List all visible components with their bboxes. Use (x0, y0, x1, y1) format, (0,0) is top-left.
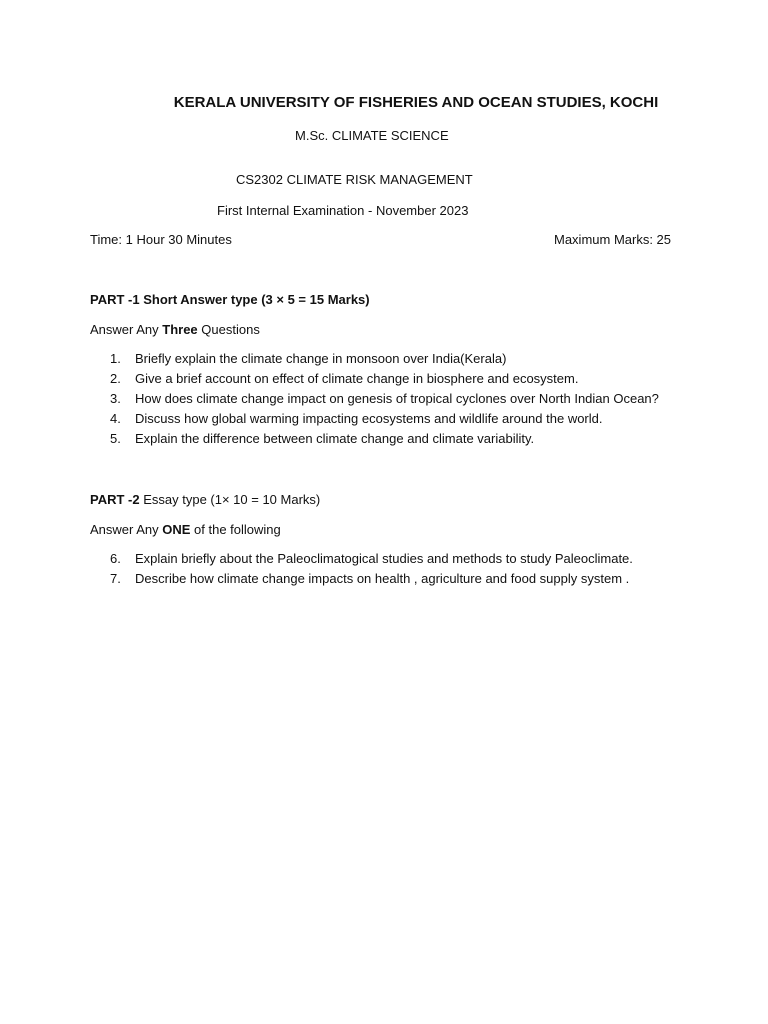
question-item (110, 549, 633, 569)
question-number: 1. (110, 351, 121, 366)
time-label: Time: 1 Hour 30 Minutes (90, 232, 232, 247)
question-text: Describe how climate change impacts on health , agriculture and food supply system . (135, 571, 630, 586)
part2-instruction (90, 522, 281, 537)
part2-instruction-suffix: of the following (190, 522, 281, 537)
part1-type: Short Answer type (3 × 5 = 15 Marks) (139, 292, 370, 307)
part2-heading (90, 492, 320, 507)
question-item (110, 429, 659, 449)
question-item (110, 569, 633, 589)
university-title: KERALA UNIVERSITY OF FISHERIES AND OCEAN STUDIES, KOCHI (173, 94, 659, 111)
course-title: CS2302 CLIMATE RISK MANAGEMENT (236, 172, 473, 187)
question-text: Discuss how global warming impacting ecosystems and wildlife around the world. (135, 411, 603, 426)
question-item (110, 389, 659, 409)
part2-type: Essay type (1× 10 = 10 Marks) (139, 492, 321, 507)
question-item (110, 349, 659, 369)
part1-label: PART -1 (90, 292, 140, 307)
question-text: How does climate change impact on genesis of tropical cyclones over North Indian Ocean? (135, 391, 659, 406)
question-text: Briefly explain the climate change in monsoon over India(Kerala) (135, 351, 507, 366)
max-marks-label: Maximum Marks: 25 (554, 232, 672, 247)
question-text: Explain briefly about the Paleoclimatogical studies and methods to study Paleoclimate. (135, 551, 633, 566)
question-item (110, 409, 659, 429)
part1-instruction (90, 322, 260, 337)
question-text: Explain the difference between climate change and climate variability. (135, 431, 535, 446)
part2-instruction-prefix: Answer Any (90, 522, 163, 537)
part1-instruction-suffix: Questions (197, 322, 260, 337)
part1-question-list (110, 349, 659, 449)
programme-title: M.Sc. CLIMATE SCIENCE (295, 128, 449, 143)
question-number: 5. (110, 431, 121, 446)
exam-title: First Internal Examination - November 2023 (217, 203, 469, 218)
question-number: 3. (110, 391, 121, 406)
question-item (110, 369, 659, 389)
question-number: 7. (110, 571, 121, 586)
part1-heading (90, 292, 370, 307)
part1-instruction-bold: Three (162, 322, 198, 337)
part2-label: PART -2 (90, 492, 140, 507)
question-number: 6. (110, 551, 121, 566)
question-text: Give a brief account on effect of climate change in biosphere and ecosystem. (135, 371, 579, 386)
part2-question-list (110, 549, 633, 589)
part2-instruction-bold: ONE (162, 522, 191, 537)
question-number: 2. (110, 371, 121, 386)
part1-instruction-prefix: Answer Any (90, 322, 163, 337)
question-number: 4. (110, 411, 121, 426)
